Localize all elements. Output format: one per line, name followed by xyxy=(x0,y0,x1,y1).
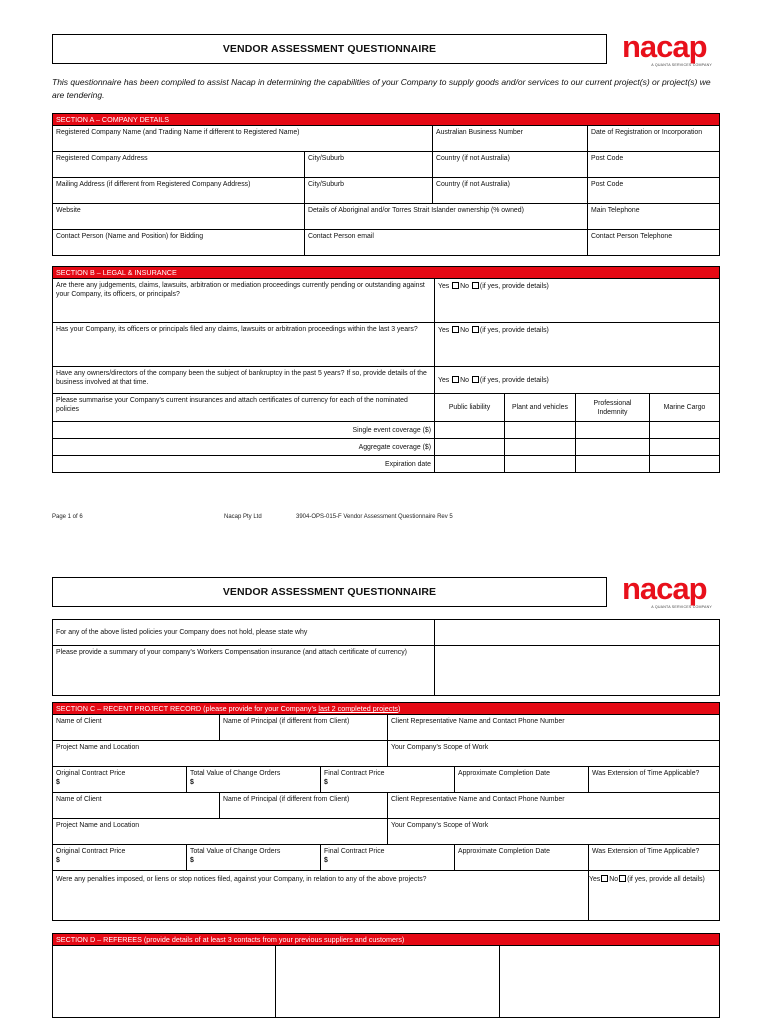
section-c-header-emphasis: last 2 completed projects xyxy=(318,704,398,713)
intro-text: This questionnaire has been compiled to assist Nacap in determining the capabilities of your Company to supply goods and/or services to our current project(s) or project(s) we are tendering. xyxy=(52,77,711,100)
currency-symbol: $ xyxy=(324,857,328,864)
field-contact-telephone[interactable]: Contact Person Telephone xyxy=(588,230,720,256)
no-label: No xyxy=(460,376,469,384)
footer-docref: 3904-OPS-015-F Vendor Assessment Questionnaire Rev 5 xyxy=(296,514,453,520)
label: Original Contract Price xyxy=(56,848,126,855)
section-b-header: SECTION B – LEGAL & INSURANCE xyxy=(53,267,720,279)
field-client-rep[interactable]: Client Representative Name and Contact Phone Number xyxy=(388,793,720,819)
field-original-price[interactable] xyxy=(53,845,187,871)
coverage-cell[interactable] xyxy=(576,422,650,439)
nacap-logo xyxy=(622,29,718,67)
field-extension[interactable]: Was Extension of Time Applicable? xyxy=(589,767,720,793)
section-a-header: SECTION A – COMPANY DETAILS xyxy=(53,114,720,126)
field-principal-name[interactable]: Name of Principal (if different from Client) xyxy=(220,715,388,741)
policy-plant-vehicles: Plant and vehicles xyxy=(505,394,576,422)
field-final-price[interactable] xyxy=(321,767,455,793)
no-checkbox[interactable] xyxy=(472,326,479,333)
details-hint: (if yes, provide all details) xyxy=(627,876,705,883)
currency-symbol: $ xyxy=(56,857,60,864)
yes-label: Yes xyxy=(589,876,601,883)
field-mailing-city[interactable]: City/Suburb xyxy=(305,178,433,204)
question-insurances: Please summarise your Company’s current insurances and attach certificates of currency for each of the nominated policies xyxy=(53,394,435,422)
question-judgements: Are there any judgements, claims, lawsuits, arbitration or mediation proceedings currently pending or outstanding against your Company, its officers, or principals? xyxy=(53,279,435,323)
label: Original Contract Price xyxy=(56,770,126,777)
section-c-header-close: ) xyxy=(397,704,401,713)
footer-company: Nacap Pty Ltd xyxy=(224,514,262,520)
expiration-date-label: Expiration date xyxy=(53,456,435,473)
logo-wordmark: nacap xyxy=(622,571,707,606)
referee-cell[interactable] xyxy=(276,946,500,1018)
field-project-name[interactable]: Project Name and Location xyxy=(53,741,388,767)
field-registered-address[interactable]: Registered Company Address xyxy=(53,152,305,178)
policy-public-liability: Public liability xyxy=(435,394,505,422)
yes-label: Yes xyxy=(438,283,450,290)
policy-professional-indemnity: Professional Indemnity xyxy=(576,394,650,422)
coverage-cell[interactable] xyxy=(650,422,720,439)
details-hint: (if yes, provide details) xyxy=(479,327,549,334)
coverage-cell[interactable] xyxy=(505,456,576,473)
field-scope[interactable]: Your Company’s Scope of Work xyxy=(388,819,720,845)
answer-bankruptcy xyxy=(435,367,720,394)
field-original-price[interactable] xyxy=(53,767,187,793)
document-title: VENDOR ASSESSMENT QUESTIONNAIRE xyxy=(52,577,607,607)
section-d-header: SECTION D – REFEREES (provide details of at least 3 contacts from your previous suppliers and customers) xyxy=(53,934,720,946)
footer-page-number: Page 1 of 6 xyxy=(52,514,83,520)
no-label: No xyxy=(609,876,619,883)
logo-wordmark: nacap xyxy=(622,29,707,64)
label: Total Value of Change Orders xyxy=(190,770,281,777)
logo-tagline: A QUANTA SERVICES COMPANY xyxy=(651,63,712,67)
single-event-coverage-label: Single event coverage ($) xyxy=(53,422,435,439)
yes-label: Yes xyxy=(438,327,450,334)
field-registered-name[interactable]: Registered Company Name (and Trading Name if different to Registered Name) xyxy=(53,126,433,152)
no-label: No xyxy=(460,283,469,290)
section-d-table xyxy=(52,933,720,1018)
no-checkbox[interactable] xyxy=(619,875,626,882)
field-client-rep[interactable]: Client Representative Name and Contact Phone Number xyxy=(388,715,720,741)
section-c-header-text: SECTION C – RECENT PROJECT RECORD (please provide for your Company’s xyxy=(56,704,319,713)
referee-cell[interactable] xyxy=(53,946,276,1018)
question-penalties: Were any penalties imposed, or liens or stop notices filed, against your Company, in relation to any of the above projects? xyxy=(53,871,589,921)
question-workers-comp: Please provide a summary of your company’s Workers Compensation insurance (and attach certificate of currency) xyxy=(53,646,435,696)
question-policies-not-held: For any of the above listed policies your Company does not hold, please state why xyxy=(53,620,435,646)
yes-checkbox[interactable] xyxy=(601,875,608,882)
currency-symbol: $ xyxy=(190,857,194,864)
yes-checkbox[interactable] xyxy=(452,282,459,289)
label: Final Contract Price xyxy=(324,848,385,855)
label: Final Contract Price xyxy=(324,770,385,777)
answer-judgements xyxy=(435,279,720,323)
aggregate-coverage-label: Aggregate coverage ($) xyxy=(53,439,435,456)
section-a-table xyxy=(52,113,720,256)
section-c-header xyxy=(53,703,720,715)
logo-tagline: A QUANTA SERVICES COMPANY xyxy=(651,605,712,609)
coverage-cell[interactable] xyxy=(650,456,720,473)
question-claims-filed: Has your Company, its officers or principals filed any claims, lawsuits or arbitration proceedings within the last 3 years? xyxy=(53,323,435,367)
no-checkbox[interactable] xyxy=(472,376,479,383)
details-hint: (if yes, provide details) xyxy=(479,283,549,290)
details-hint: (if yes, provide details) xyxy=(479,376,549,384)
policy-marine-cargo: Marine Cargo xyxy=(650,394,720,422)
no-label: No xyxy=(460,327,469,334)
coverage-cell[interactable] xyxy=(650,439,720,456)
currency-symbol: $ xyxy=(190,779,194,786)
field-client-name[interactable]: Name of Client xyxy=(53,715,220,741)
field-mailing-country[interactable]: Country (if not Australia) xyxy=(433,178,588,204)
field-contact-person[interactable]: Contact Person (Name and Position) for Bidding xyxy=(53,230,305,256)
currency-symbol: $ xyxy=(324,779,328,786)
field-main-telephone[interactable]: Main Telephone xyxy=(588,204,720,230)
answer-workers-comp[interactable] xyxy=(435,646,720,696)
field-atsi-ownership[interactable]: Details of Aboriginal and/or Torres Strait Islander ownership (% owned) xyxy=(305,204,588,230)
no-checkbox[interactable] xyxy=(472,282,479,289)
field-project-name[interactable]: Project Name and Location xyxy=(53,819,388,845)
field-completion-date[interactable]: Approximate Completion Date xyxy=(455,845,589,871)
field-country[interactable]: Country (if not Australia) xyxy=(433,152,588,178)
yes-checkbox[interactable] xyxy=(452,376,459,383)
field-city[interactable]: City/Suburb xyxy=(305,152,433,178)
coverage-cell[interactable] xyxy=(435,456,505,473)
referee-cell[interactable] xyxy=(500,946,720,1018)
coverage-cell[interactable] xyxy=(505,439,576,456)
yes-checkbox[interactable] xyxy=(452,326,459,333)
field-postcode[interactable]: Post Code xyxy=(588,152,720,178)
yes-label: Yes xyxy=(438,376,450,384)
coverage-cell[interactable] xyxy=(505,422,576,439)
field-abn[interactable]: Australian Business Number xyxy=(433,126,588,152)
field-mailing-address[interactable]: Mailing Address (if different from Registered Company Address) xyxy=(53,178,305,204)
field-client-name[interactable]: Name of Client xyxy=(53,793,220,819)
field-change-orders[interactable] xyxy=(187,845,321,871)
field-extension[interactable]: Was Extension of Time Applicable? xyxy=(589,845,720,871)
field-website[interactable]: Website xyxy=(53,204,305,230)
coverage-cell[interactable] xyxy=(435,439,505,456)
field-completion-date[interactable]: Approximate Completion Date xyxy=(455,767,589,793)
field-principal-name[interactable]: Name of Principal (if different from Client) xyxy=(220,793,388,819)
answer-policies-not-held[interactable] xyxy=(435,620,720,646)
field-mailing-postcode[interactable]: Post Code xyxy=(588,178,720,204)
answer-penalties xyxy=(589,871,720,921)
field-change-orders[interactable] xyxy=(187,767,321,793)
field-contact-email[interactable]: Contact Person email xyxy=(305,230,588,256)
field-scope[interactable]: Your Company’s Scope of Work xyxy=(388,741,720,767)
document-title: VENDOR ASSESSMENT QUESTIONNAIRE xyxy=(52,34,607,64)
question-bankruptcy: Have any owners/directors of the company been the subject of bankruptcy in the past 5 years? If so, provide details of the business involved at that time. xyxy=(53,367,435,394)
insurance-extra-table xyxy=(52,619,720,696)
field-final-price[interactable] xyxy=(321,845,455,871)
field-registration-date[interactable]: Date of Registration or Incorporation xyxy=(588,126,720,152)
coverage-cell[interactable] xyxy=(435,422,505,439)
label: Total Value of Change Orders xyxy=(190,848,281,855)
coverage-cell[interactable] xyxy=(576,456,650,473)
currency-symbol: $ xyxy=(56,779,60,786)
coverage-cell[interactable] xyxy=(576,439,650,456)
answer-claims-filed xyxy=(435,323,720,367)
section-c-table xyxy=(52,702,720,921)
nacap-logo xyxy=(622,571,718,609)
section-b-table xyxy=(52,266,720,473)
